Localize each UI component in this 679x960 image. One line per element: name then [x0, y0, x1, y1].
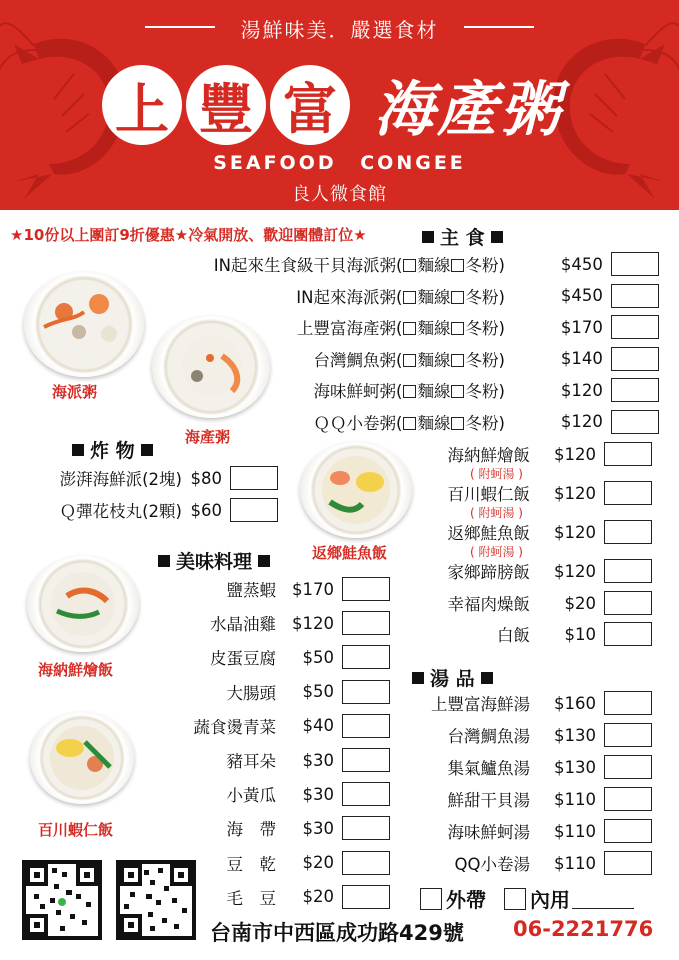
brand-char: 上: [102, 65, 182, 145]
menu-row-soup: [390, 850, 652, 876]
paren-close: ): [498, 287, 505, 307]
item-price: $120: [554, 522, 596, 542]
menu-row-dish: [150, 815, 390, 841]
menu-row-soup: [390, 786, 652, 812]
item-name: 白飯: [497, 626, 530, 645]
noodle-checkbox[interactable]: [403, 322, 416, 335]
dinein-label: 內用: [530, 888, 570, 912]
menu-row-dish: [150, 713, 390, 739]
item-name: 小黃瓜: [226, 786, 276, 806]
vermicelli-option-label: 冬粉: [465, 350, 499, 370]
menu-row-rice: [400, 621, 652, 647]
square-bullet-icon: [158, 555, 170, 567]
item-price: $110: [554, 853, 596, 873]
item-name: 鮮甜干貝湯: [447, 791, 530, 810]
menu-row-fried: [14, 497, 278, 523]
quantity-box[interactable]: [604, 559, 652, 583]
item-price: $120: [554, 444, 596, 464]
item-price: $30: [302, 784, 334, 804]
menu-header: [0, 0, 679, 210]
menu-row-soup: [390, 818, 652, 844]
item-name: 幸福肉燥飯: [447, 595, 530, 614]
vermicelli-option-label: 冬粉: [465, 382, 499, 401]
promo-group-discount: 10份以上團訂9折優惠: [23, 226, 175, 244]
item-name: 海味鮮蚵粥: [313, 382, 396, 401]
menu-row-fried: [14, 465, 278, 491]
noodle-checkbox[interactable]: [403, 385, 416, 398]
item-name: 海味鮮蚵湯: [447, 823, 530, 842]
item-price: $50: [302, 647, 334, 667]
menu-row-dish: [150, 576, 390, 602]
section-soup-title: 湯 品: [430, 668, 475, 690]
oyster-soup-note: ( 附蚵湯 ): [470, 545, 523, 559]
menu-row-rice: [400, 441, 652, 467]
section-fried-title: 炸 物: [90, 440, 135, 462]
order-type: [420, 884, 634, 913]
section-main: [416, 223, 509, 250]
section-dishes: [152, 547, 276, 574]
noodle-option-label: 麵線: [417, 382, 451, 401]
noodle-options: [396, 315, 505, 339]
noodle-option-label: 麵線: [417, 256, 451, 275]
noodle-options: [396, 410, 505, 434]
brand-char: 富: [270, 65, 350, 145]
dish-photo-seafood-rice: [27, 556, 139, 652]
quantity-box[interactable]: [604, 755, 652, 779]
qr-code-image[interactable]: [116, 860, 196, 940]
item-price: $140: [560, 349, 603, 368]
menu-row-dish: [150, 679, 390, 705]
item-price: $80: [190, 468, 222, 488]
quantity-box[interactable]: [611, 347, 659, 371]
noodle-options: [396, 347, 505, 371]
section-soup: [406, 664, 499, 691]
item-name: ＱＱ小卷粥: [313, 413, 396, 433]
item-price: $450: [560, 254, 603, 274]
dish-photo-seafood-pie-congee: [24, 272, 144, 377]
brand-title: [102, 62, 563, 148]
item-name: 豬耳朵: [226, 752, 276, 771]
item-name: 上豐富海產粥: [297, 319, 396, 338]
quantity-box[interactable]: [342, 577, 390, 601]
item-name: 台灣鯛魚粥: [313, 350, 396, 370]
square-bullet-icon: [422, 231, 434, 243]
item-name: 上豐富海鮮湯: [431, 695, 530, 714]
paren-open: (: [396, 413, 403, 433]
square-bullet-icon: [481, 672, 493, 684]
quantity-box[interactable]: [604, 520, 652, 544]
item-name: 家鄉蹄膀飯: [447, 563, 530, 582]
square-bullet-icon: [141, 444, 153, 456]
noodle-checkbox[interactable]: [403, 259, 416, 272]
item-price: $20: [302, 853, 334, 873]
menu-row-dish: [150, 781, 390, 807]
quantity-box[interactable]: [342, 816, 390, 840]
noodle-checkbox[interactable]: [403, 354, 416, 367]
noodle-option-label: 麵線: [417, 350, 451, 370]
item-price: $170: [560, 317, 603, 337]
item-price: $30: [302, 818, 334, 838]
quantity-box[interactable]: [611, 315, 659, 339]
menu-row-congee: [150, 251, 659, 277]
oyster-soup-note: ( 附蚵湯 ): [470, 467, 523, 481]
noodle-options: [396, 378, 505, 402]
quantity-box[interactable]: [604, 723, 652, 747]
vermicelli-option-label: 冬粉: [465, 413, 499, 433]
quantity-box[interactable]: [611, 284, 659, 308]
star-icon: ★: [10, 226, 24, 244]
quantity-box[interactable]: [611, 378, 659, 402]
item-name: 水晶油雞: [210, 615, 276, 635]
photo-label: 海產粥: [185, 428, 231, 446]
paren-open: (: [396, 319, 403, 338]
quantity-box[interactable]: [604, 591, 652, 615]
item-name: QQ小卷湯: [454, 855, 530, 874]
vermicelli-option-label: 冬粉: [465, 287, 499, 307]
oyster-soup-note: ( 附蚵湯 ): [470, 506, 523, 520]
noodle-options: [396, 284, 505, 308]
menu-row-rice: [400, 519, 652, 545]
quantity-box[interactable]: [604, 851, 652, 875]
vermicelli-option-label: 冬粉: [465, 256, 499, 275]
paren-open: (: [396, 256, 403, 275]
photo-label: 海納鮮燴飯: [38, 661, 114, 679]
item-price: $60: [190, 500, 222, 520]
item-price: $40: [302, 716, 334, 736]
vermicelli-checkbox[interactable]: [451, 417, 464, 430]
quantity-box[interactable]: [604, 481, 652, 505]
quantity-box[interactable]: [342, 611, 390, 635]
noodle-checkbox[interactable]: [403, 291, 416, 304]
promo-aircon: 冷氣開放、歡迎團體訂位: [188, 226, 354, 244]
promo-line: [10, 224, 367, 245]
star-icon: ★: [174, 226, 189, 244]
item-price: $50: [302, 682, 334, 702]
item-name: 蔬食燙青菜: [193, 717, 276, 737]
takeout-checkbox[interactable]: [420, 888, 442, 910]
phone-number[interactable]: 06-2221776: [513, 917, 654, 941]
star-icon: ★: [353, 226, 367, 244]
item-name: 皮蛋豆腐: [210, 649, 276, 669]
item-price: $450: [560, 286, 603, 305]
noodle-option-label: 麵線: [417, 413, 451, 433]
brand-script: 海產粥: [374, 75, 563, 145]
item-name: 海納鮮燴飯: [447, 446, 530, 465]
item-name: 返鄉鮭魚飯: [447, 524, 530, 543]
vermicelli-checkbox[interactable]: [451, 291, 464, 304]
item-name: 海 帶: [226, 820, 276, 840]
paren-close: ): [498, 350, 505, 370]
item-name: IN起來生食級干貝海派粥: [213, 256, 396, 275]
item-name: 大腸頭: [226, 683, 276, 703]
qr-code-image[interactable]: [22, 860, 102, 940]
item-name: 台灣鯛魚湯: [447, 727, 530, 746]
menu-row-dish: [150, 747, 390, 773]
section-fried: [66, 436, 159, 463]
quantity-box[interactable]: [604, 787, 652, 811]
menu-row-dish: [150, 644, 390, 670]
noodle-option-label: 麵線: [417, 319, 451, 338]
vermicelli-checkbox[interactable]: [451, 322, 464, 335]
english-title: SEAFOOD CONGEE: [213, 152, 466, 174]
dish-photo-salmon-rice: [300, 442, 412, 538]
item-price: $10: [564, 624, 596, 644]
dinein-checkbox[interactable]: [504, 888, 526, 910]
quantity-box[interactable]: [604, 691, 652, 715]
item-price: $20: [302, 887, 334, 907]
item-price: $110: [554, 821, 596, 841]
shop-subtitle: 良人微食館: [292, 184, 387, 205]
photo-label: 百川蝦仁飯: [38, 821, 114, 839]
menu-row-rice: [400, 480, 652, 506]
quantity-box[interactable]: [604, 442, 652, 466]
paren-close: ): [498, 319, 505, 338]
item-name: 集氣鱸魚湯: [447, 759, 530, 778]
dish-photo-shrimp-rice: [30, 712, 134, 804]
item-price: $120: [554, 561, 596, 581]
item-price: $160: [554, 693, 596, 713]
paren-close: ): [498, 256, 505, 275]
item-price: $120: [560, 380, 603, 400]
tagline: 湯鮮味美．嚴選食材: [240, 18, 439, 42]
item-price: $120: [292, 613, 334, 633]
brand-char: 豐: [186, 65, 266, 145]
square-bullet-icon: [491, 231, 503, 243]
item-price: $120: [560, 412, 603, 431]
paren-open: (: [396, 287, 403, 307]
table-number-line[interactable]: [572, 889, 634, 909]
paren-close: ): [498, 382, 505, 401]
item-name: 毛 豆: [226, 888, 276, 908]
item-name: 百川蝦仁飯: [447, 485, 530, 504]
noodle-option-label: 麵線: [417, 287, 451, 307]
quantity-box[interactable]: [342, 680, 390, 704]
menu-row-rice: [400, 590, 652, 616]
menu-row-soup: [390, 754, 652, 780]
quantity-box[interactable]: [230, 466, 278, 490]
item-price: $110: [554, 789, 596, 809]
quantity-box[interactable]: [342, 782, 390, 806]
paren-open: (: [396, 350, 403, 370]
item-price: $170: [292, 579, 334, 599]
quantity-box[interactable]: [342, 885, 390, 909]
paren-open: (: [396, 382, 403, 401]
menu-row-congee: [150, 283, 659, 309]
quantity-box[interactable]: [342, 645, 390, 669]
menu-row-rice: [400, 558, 652, 584]
noodle-options: [396, 252, 505, 276]
menu-row-dish: [150, 610, 390, 636]
square-bullet-icon: [72, 444, 84, 456]
quantity-box[interactable]: [611, 410, 659, 434]
noodle-checkbox[interactable]: [403, 417, 416, 430]
menu-row-soup: [390, 722, 652, 748]
item-name: IN起來海派粥: [296, 287, 396, 307]
square-bullet-icon: [258, 555, 270, 567]
item-price: $120: [554, 483, 596, 503]
quantity-box[interactable]: [604, 819, 652, 843]
item-name: Ｑ彈花枝丸(2顆): [59, 502, 182, 521]
item-price: $130: [554, 725, 596, 745]
photo-label: 返鄉鮭魚飯: [312, 544, 388, 562]
paren-close: ): [498, 413, 505, 433]
quantity-box[interactable]: [611, 252, 659, 276]
address: 台南市中西區成功路429號: [210, 921, 464, 945]
section-main-title: 主 食: [440, 227, 485, 249]
square-bullet-icon: [412, 672, 424, 684]
quantity-box[interactable]: [342, 748, 390, 772]
quantity-box[interactable]: [230, 498, 278, 522]
item-price: $30: [302, 750, 334, 770]
item-name: 豆 乾: [226, 854, 276, 874]
section-dishes-title: 美味料理: [176, 551, 253, 573]
vermicelli-checkbox[interactable]: [451, 354, 464, 367]
dish-photo-seafood-congee: [152, 316, 270, 418]
item-name: 澎湃海鮮派(2塊): [59, 470, 182, 489]
photo-label: 海派粥: [52, 383, 98, 401]
quantity-box[interactable]: [342, 851, 390, 875]
menu-row-soup: [390, 690, 652, 716]
takeout-label: 外帶: [446, 888, 486, 912]
vermicelli-option-label: 冬粉: [465, 319, 499, 338]
vermicelli-checkbox[interactable]: [451, 259, 464, 272]
quantity-box[interactable]: [342, 714, 390, 738]
item-price: $20: [564, 593, 596, 613]
quantity-box[interactable]: [604, 622, 652, 646]
item-price: $130: [554, 757, 596, 777]
item-name: 鹽蒸蝦: [226, 581, 276, 600]
vermicelli-checkbox[interactable]: [451, 385, 464, 398]
